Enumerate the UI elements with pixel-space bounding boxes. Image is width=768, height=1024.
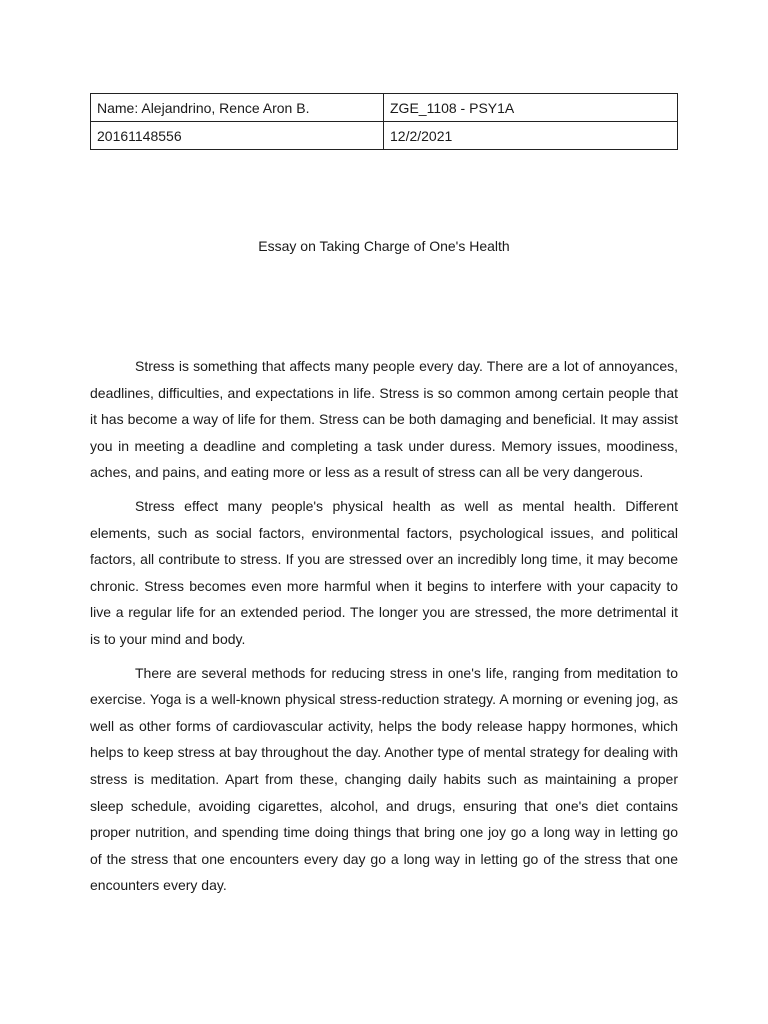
essay-paragraph-1: Stress is something that affects many people every day. There are a lot of annoyances, deadlines, difficulties, and expectations in life. Stress is so common among certain people that it has become a way of life for them. Stress can be both damaging and beneficial. It may assist you in meeting a deadline and completing a task under duress. Memory issues, moodiness, aches, and pains, and eating more or less as a result of stress can all be very dangerous. xyxy=(90,358,678,481)
student-name-cell: Name: Alejandrino, Rence Aron B. xyxy=(91,94,384,122)
essay-paragraph-3: There are several methods for reducing stress in one's life, ranging from meditation to exercise. Yoga is a well-known physical stress-reduction strategy. A morning or evening jog, as well as other forms of cardiovascular activity, helps the body release happy hormones, which helps to keep stress at bay throughout the day. Another type of mental strategy for dealing with stress is meditation. Apart from these, changing daily habits such as maintaining a proper sleep schedule, avoiding cigarettes, alcohol, and drugs, ensuring that one's diet contains proper nutrition, and spending time doing things that bring one joy go a long way in letting go of the stress that one encounters every day go a long way in letting go of the stress that one encounters every day. xyxy=(90,664,678,894)
date-cell: 12/2/2021 xyxy=(384,122,678,150)
course-code-cell: ZGE_1108 - PSY1A xyxy=(384,94,678,122)
header-info-table xyxy=(90,93,678,150)
essay-paragraph-2: Stress effect many people's physical health as well as mental health. Different elements, such as social factors, environmental factors, psychological issues, and political factors, all contribute to stress. If you are stressed over an incredibly long time, it may become chronic. Stress becomes even more harmful when it begins to interfere with your capacity to live a regular life for an extended period. The longer you are stressed, the more detrimental it is to your mind and body. xyxy=(90,497,678,647)
student-id-cell: 20161148556 xyxy=(91,122,384,150)
header-row-2 xyxy=(91,122,678,150)
essay-title: Essay on Taking Charge of One's Health xyxy=(258,238,510,254)
essay-body xyxy=(90,353,678,906)
header-row-1 xyxy=(91,94,678,122)
